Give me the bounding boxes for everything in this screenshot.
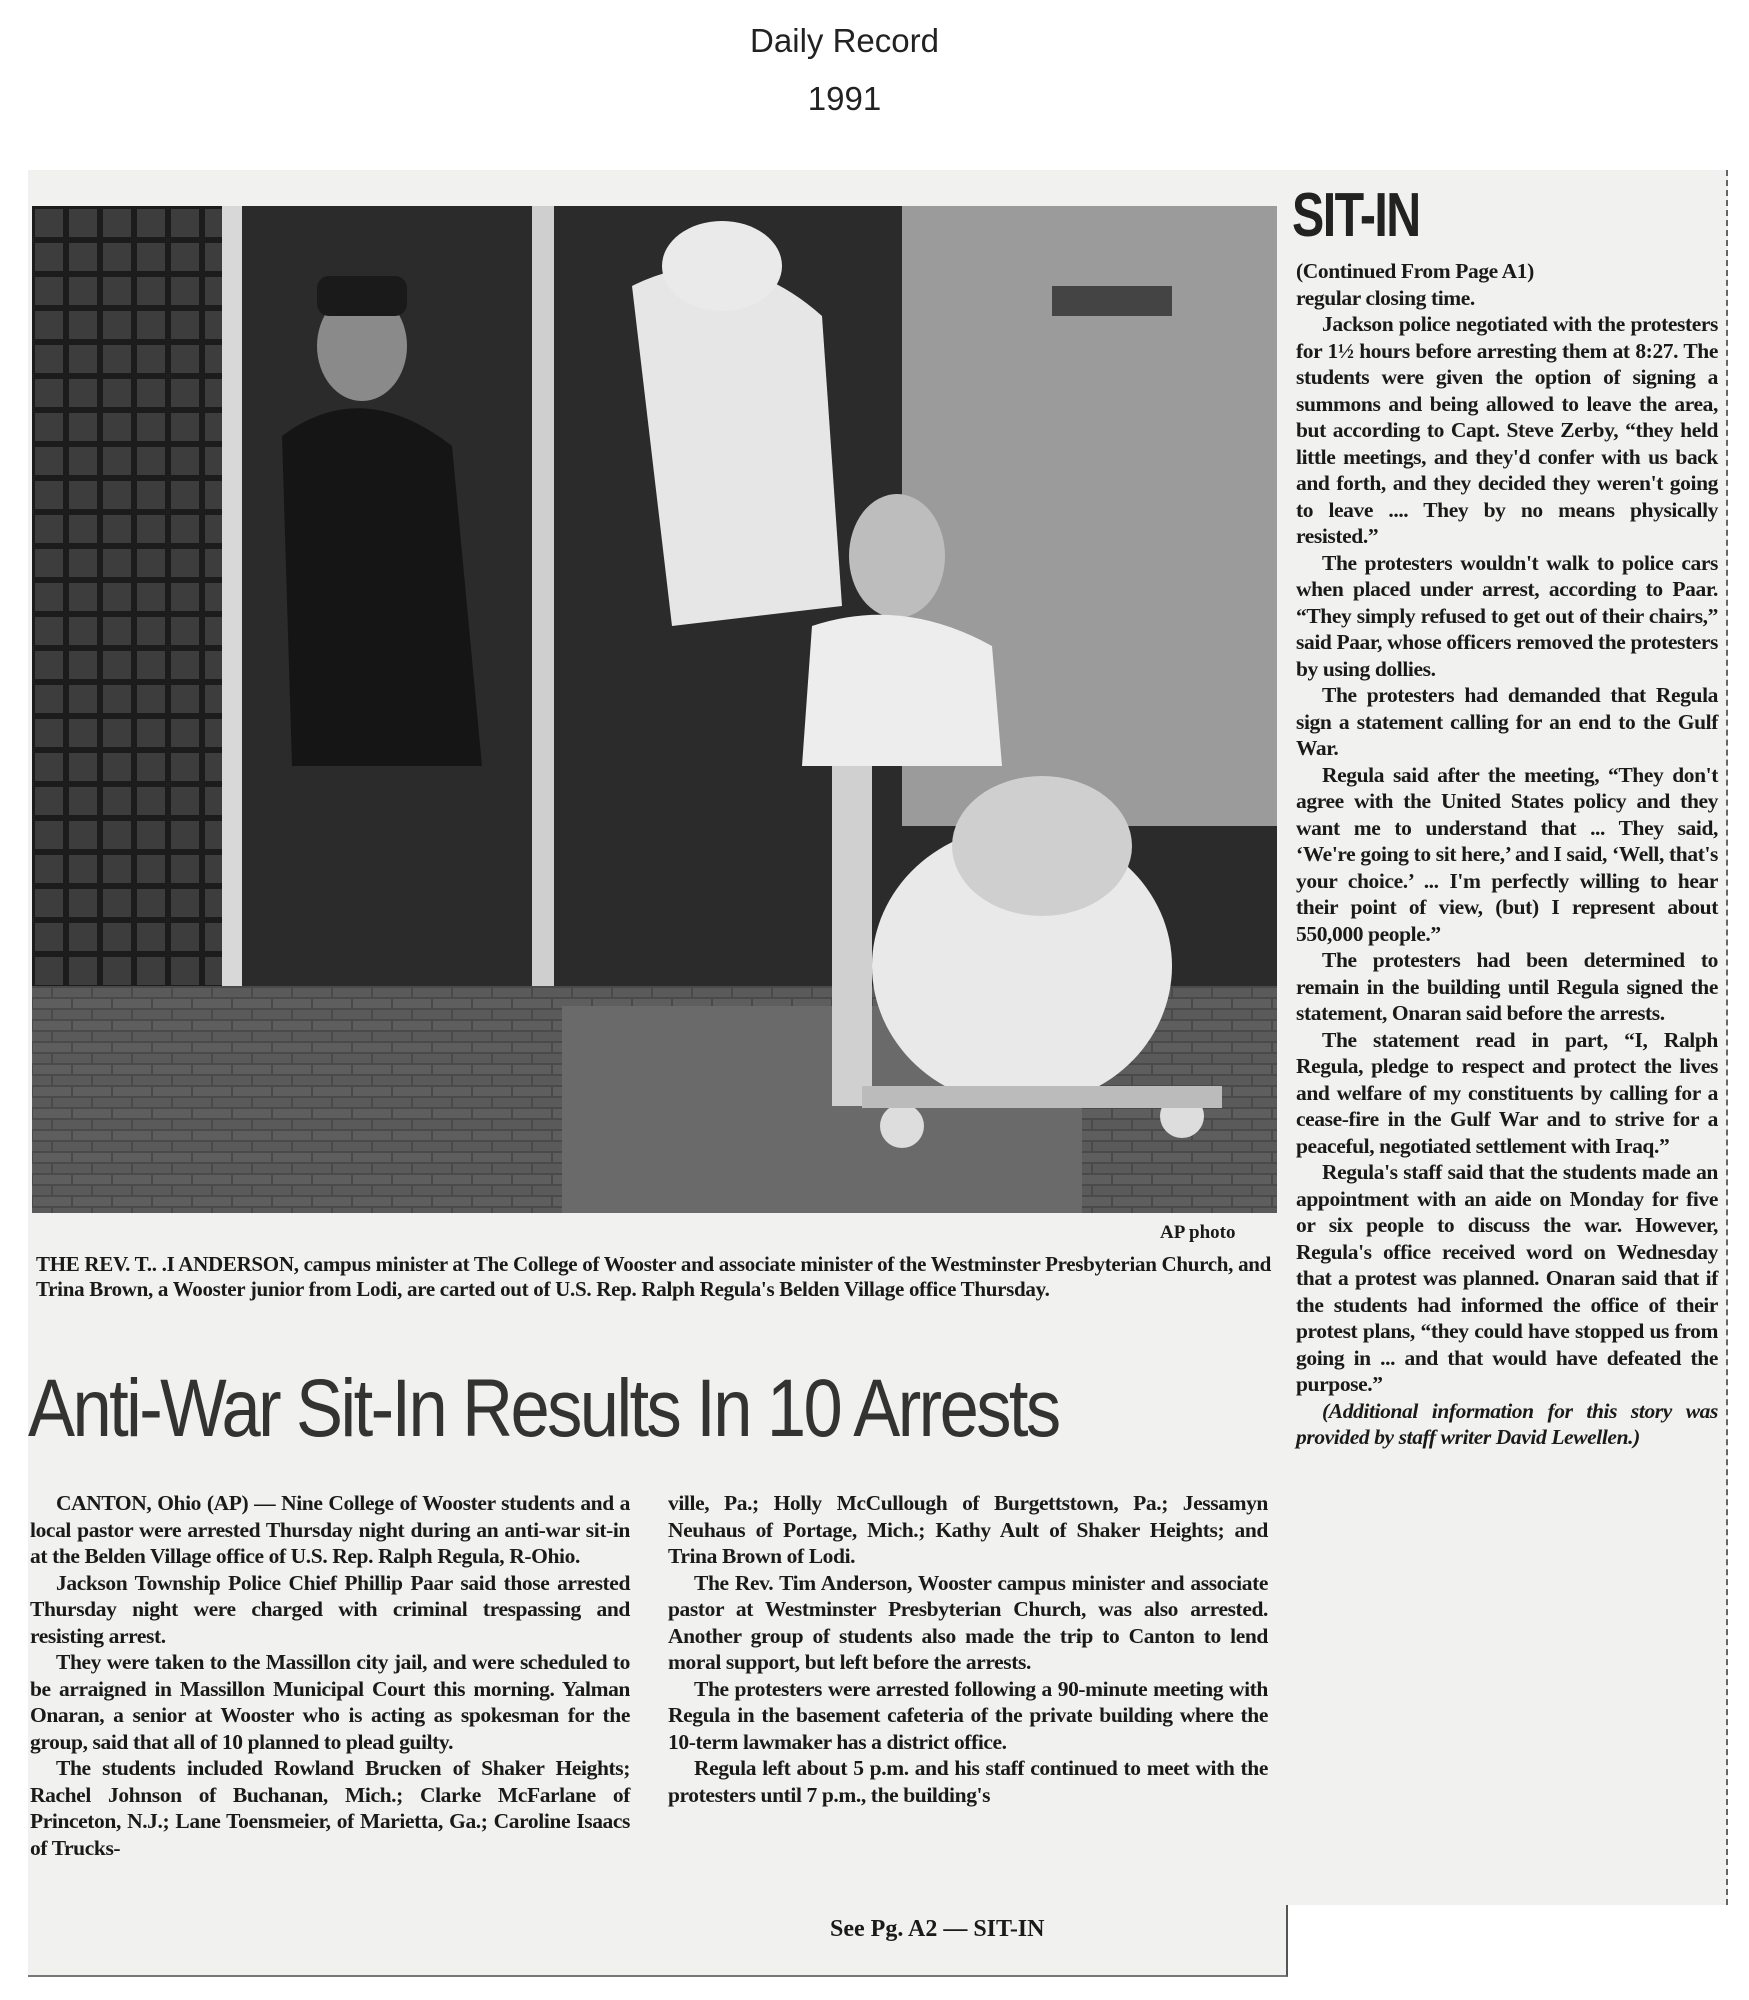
additional-info: (Additional information for this story was provided by staff writer David Lewellen.): [1296, 1398, 1718, 1449]
paragraph: The protesters were arrested following a 90-minute meeting with Regula in the basement cafeteria of the private building where the 10-term lawmaker has a district office.: [668, 1676, 1268, 1754]
jump-line: See Pg. A2 — SIT-IN: [830, 1916, 1045, 1942]
paragraph: CANTON, Ohio (AP) — Nine College of Wooster students and a local pastor were arrested Thursday night during an anti-war sit-in at the Belden Village office of U.S. Rep. Ralph Regula, R-Ohio.: [30, 1491, 630, 1568]
paragraph: The students included Rowland Brucken of Shaker Heights; Rachel Johnson of Buchanan, Mich.; Clarke McFarlane of Princeton, N.J.; Lane Toensmeier, of Marietta, Ga.; Caroline Isaacs of Trucks-: [30, 1756, 630, 1860]
continued-from: (Continued From Page A1): [1296, 259, 1534, 283]
paragraph: The Rev. Tim Anderson, Wooster campus minister and associate pastor at Westminster Presbyterian Church, was also arrested. Another group of students also made the trip to Canton to lend moral support, but left before the arrests.: [668, 1570, 1268, 1674]
paragraph: Regula left about 5 p.m. and his staff continued to meet with the protesters until 7 p.m., the building's: [668, 1756, 1268, 1807]
paragraph: The statement read in part, “I, Ralph Regula, pledge to respect and protect the lives and welfare of my constituents by calling for a cease-fire in the Gulf War and to strive for a peaceful, negotiated settlement with Iraq.”: [1296, 1027, 1718, 1158]
article-column-2: [668, 1490, 1268, 1808]
paragraph: Regula's staff said that the students made an appointment with an aide on Monday for five or six people to discuss the war. However, Regula's office received word on Wednesday that a protest was planned. Onaran said that if the students had informed the office of their protest plans, “they could have stopped us from going in ... and that would have defeated the purpose.”: [1296, 1160, 1718, 1396]
document-year: 1991: [807, 80, 882, 117]
paragraph: Regula said after the meeting, “They don't agree with the United States policy and they want me to understand that ... They said, ‘We're going to sit here,’ and I said, ‘Well, that's your choice.’ ... I'm perfectly willing to hear their point of view, (but) I represent about 550,000 people.”: [1296, 762, 1718, 946]
photo-caption: [36, 1252, 1276, 1302]
caption-lead: THE REV. T.. .I ANDERSON,: [36, 1252, 299, 1276]
paragraph: ville, Pa.; Holly McCullough of Burgettstown, Pa.; Jessamyn Neuhaus of Portage, Mich.; Kathy Ault of Shaker Heights; and Trina Brown of Lodi.: [668, 1491, 1268, 1568]
continuation-heading: SIT-IN: [1292, 181, 1420, 250]
continuation-column: [1296, 258, 1718, 1451]
photo-illustration: [32, 206, 1277, 1213]
paragraph: The protesters had demanded that Regula sign a statement calling for an end to the Gulf War.: [1296, 683, 1718, 760]
paragraph: Jackson Township Police Chief Phillip Paar said those arrested Thursday night were charged with criminal trespassing and resisting arrest.: [30, 1570, 630, 1648]
paragraph: regular closing time.: [1296, 285, 1475, 310]
news-photo: [32, 206, 1277, 1213]
paragraph: The protesters wouldn't walk to police cars when placed under arrest, according to Paar. “They simply refused to get out of their chairs,” said Paar, whose officers removed the protesters by using dollies.: [1296, 550, 1718, 681]
paragraph: Jackson police negotiated with the protesters for 1½ hours before arresting them at 8:27. The students were given the option of signing a summons and being allowed to leave the area, but according to Capt. Steve Zerby, “they held little meetings, and they'd confer with us back and forth, and they decided they weren't going to leave .... They by no means physically resisted.”: [1296, 312, 1718, 548]
photo-credit: AP photo: [1160, 1222, 1236, 1243]
article-column-1: [30, 1490, 630, 1861]
paragraph: They were taken to the Massillon city jail, and were scheduled to be arraigned in Massillon Municipal Court this morning. Yalman Onaran, a senior at Wooster who is acting as spokesman for the group, said that all of 10 planned to plead guilty.: [30, 1650, 630, 1754]
article-headline: Anti-War Sit-In Results In 10 Arrests: [28, 1363, 1059, 1454]
caption-text: campus minister at The College of Wooster and associate minister of the Westminster Presbyterian Church, and Trina Brown, a Wooster junior from Lodi, are carted out of U.S. Rep. Ralph Regula's Belden Village office Thursday.: [36, 1252, 1272, 1301]
paragraph: The protesters had been determined to remain in the building until Regula signed the statement, Onaran said before the arrests.: [1296, 948, 1718, 1025]
document-title: Daily Record: [750, 22, 939, 59]
